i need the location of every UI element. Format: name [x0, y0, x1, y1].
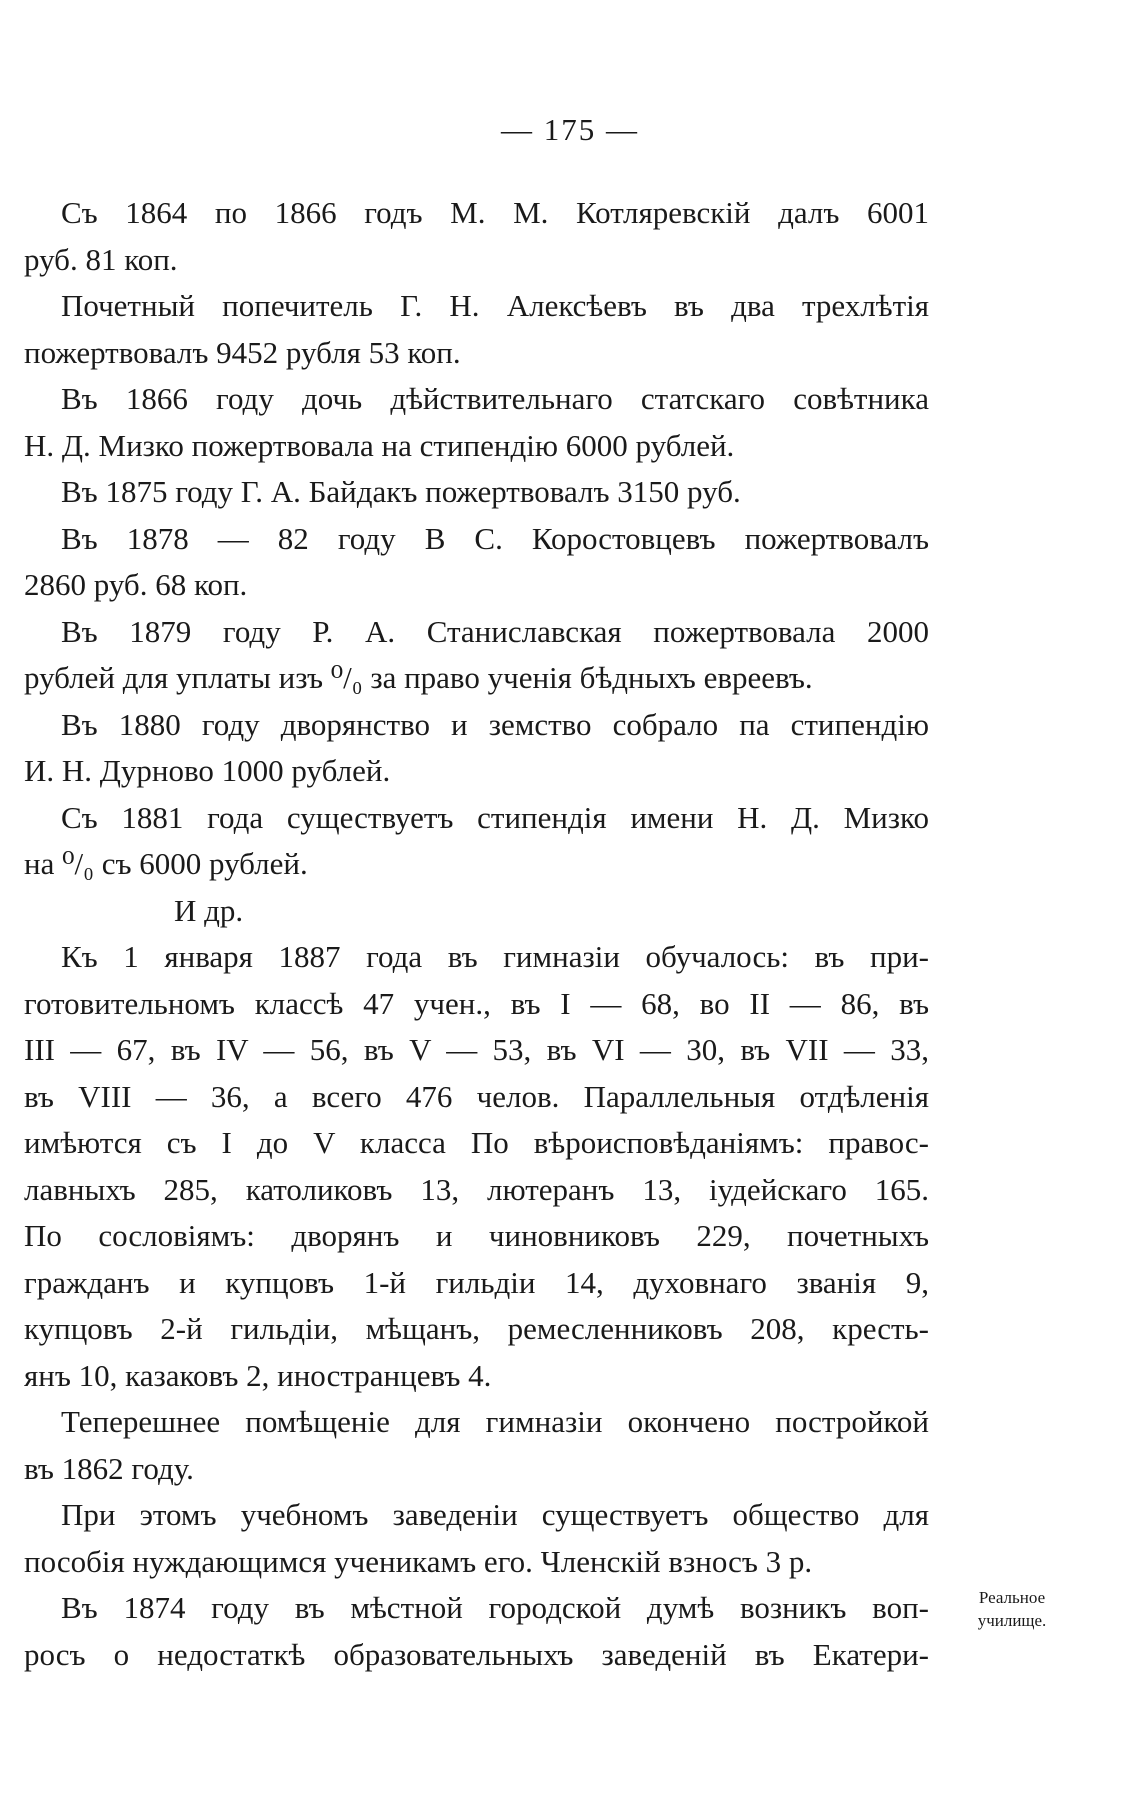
- text-line: Въ 1878 — 82 году В С. Коростовцевъ пожертвовалъ: [61, 520, 929, 556]
- text-line: Въ 1879 году Р. А. Станиславская пожертвовала 2000: [61, 613, 929, 649]
- page-number: — 175 —: [501, 112, 639, 147]
- text-line: При этомъ учебномъ заведеніи существуетъ общество для: [61, 1497, 929, 1532]
- text-line: гражданъ и купцовъ 1-й гильдіи 14, духовнаго званія 9,: [24, 1264, 929, 1300]
- text-line: Съ 1881 года существуетъ стипендія имени Н. Д. Мизко: [61, 799, 929, 835]
- text-line: въ VIII — 36, а всего 476 челов. Параллельныя отдѣленія: [24, 1078, 929, 1114]
- text-line: Къ 1 января 1887 года въ гимназіи обучалось: въ при-: [61, 939, 929, 974]
- body-text: [24, 190, 929, 1678]
- text-line: пособія нуждающимся ученикамъ его. Членскій взносъ 3 р.: [24, 1543, 813, 1579]
- text-line: Въ 1880 году дворянство и земство собрало па стипендію: [61, 706, 929, 742]
- text-line: Въ 1866 году дочь дѣйствительнаго статскаго совѣтника: [61, 381, 929, 416]
- text-line: И. Н. Дурново 1000 рублей.: [24, 753, 391, 788]
- text-line: янъ 10, казаковъ 2, иностранцевъ 4.: [24, 1357, 492, 1393]
- text-line: росъ о недостаткѣ образовательныхъ заведеній въ Екатери-: [24, 1636, 929, 1672]
- text-line: имѣются съ I до V класса По вѣроисповѣданіямъ: правос-: [24, 1125, 929, 1160]
- text-line: Почетный попечитель Г. Н. Алексѣевъ въ два трехлѣтія: [61, 288, 929, 323]
- text-line: Въ 1874 году въ мѣстной городской думѣ возникъ воп-: [61, 1590, 929, 1625]
- text-line: готовительномъ классѣ 47 учен., въ I — 68, во II — 86, въ: [24, 985, 929, 1021]
- text-line: Въ 1875 году Г. А. Байдакъ пожертвовалъ 3150 руб.: [61, 474, 741, 509]
- text-line: пожертвовалъ 9452 рубля 53 коп.: [24, 334, 461, 370]
- text-line: По сословіямъ: дворянъ и чиновниковъ 229, почетныхъ: [24, 1218, 929, 1253]
- text-line: лавныхъ 285, католиковъ 13, лютеранъ 13, іудейскаго 165.: [24, 1171, 929, 1207]
- text-line: купцовъ 2-й гильдіи, мѣщанъ, ремесленниковъ 208, кресть-: [24, 1311, 929, 1346]
- text-line: Съ 1864 по 1866 годъ М. М. Котляревскій далъ 6001: [61, 195, 929, 230]
- text-line: 2860 руб. 68 коп.: [24, 567, 248, 602]
- text-line: руб. 81 коп.: [24, 241, 178, 277]
- margin-note-line: училище.: [977, 1611, 1047, 1630]
- text-line: Теперешнее помѣщеніе для гимназіи окончено постройкой: [61, 1404, 929, 1439]
- margin-note-line: Реальное: [978, 1588, 1046, 1607]
- text-line: Н. Д. Мизко пожертвовала на стипендію 6000 рублей.: [24, 427, 735, 463]
- margin-note: [952, 1586, 1072, 1632]
- text-line: въ 1862 году.: [24, 1450, 194, 1486]
- text-line: на ⁰/₀ съ 6000 рублей.: [24, 846, 308, 881]
- text-line: рублей для уплаты изъ ⁰/₀ за право ученія бѣдныхъ евреевъ.: [24, 660, 813, 695]
- text-line: III — 67, въ IV — 56, въ V — 53, въ VI — 30, въ VII — 33,: [24, 1032, 929, 1067]
- text-line: И др.: [174, 892, 244, 928]
